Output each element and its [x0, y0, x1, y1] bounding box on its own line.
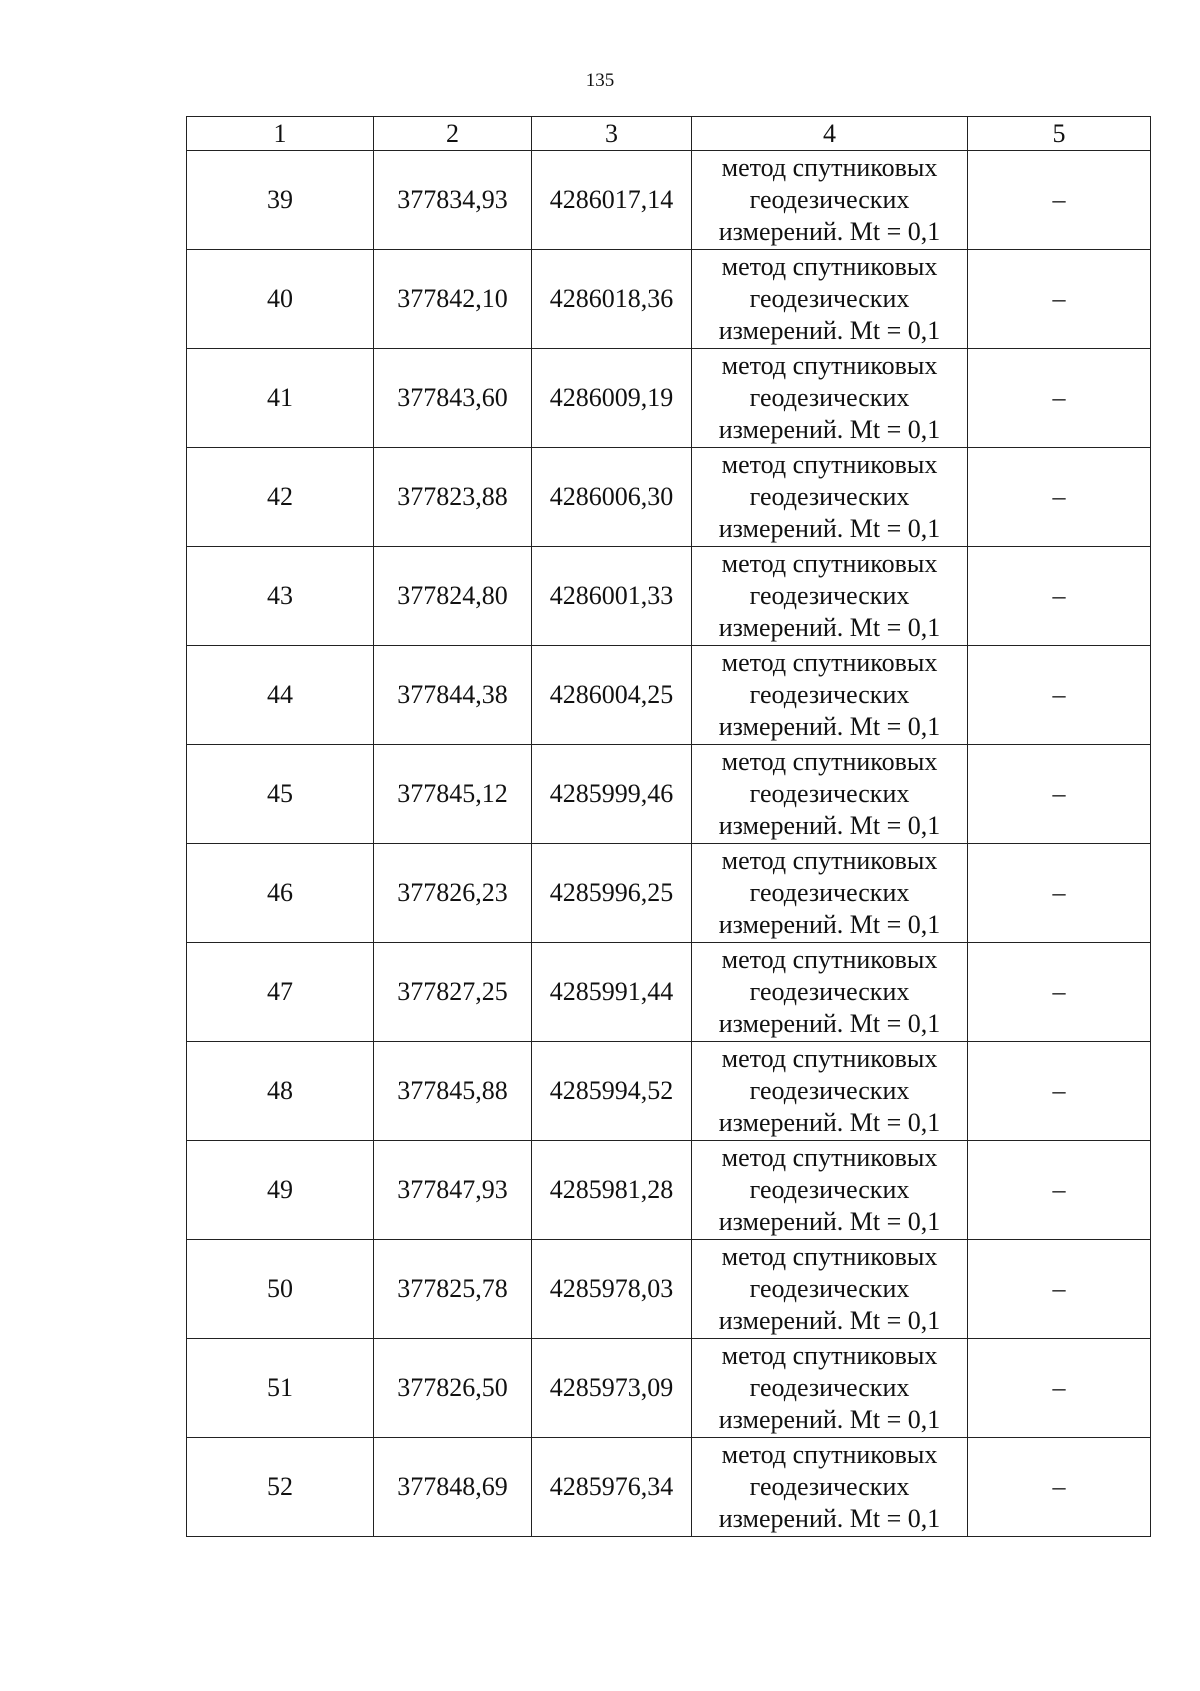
method-cell	[692, 1240, 968, 1339]
header-cell: 2	[374, 117, 532, 151]
method-cell	[692, 1438, 968, 1537]
method-cell	[692, 646, 968, 745]
method-line: измерений. Mt = 0,1	[718, 1207, 941, 1236]
method-line: измерений. Mt = 0,1	[718, 811, 941, 840]
table-row	[187, 943, 1151, 1042]
y-coordinate-cell: 4285991,44	[532, 943, 692, 1042]
method-line: измерений. Mt = 0,1	[718, 910, 941, 939]
method-line: геодезических	[749, 581, 910, 610]
note-cell: –	[968, 745, 1151, 844]
method-line: геодезических	[749, 1076, 910, 1105]
x-coordinate-cell: 377824,80	[374, 547, 532, 646]
note-cell: –	[968, 250, 1151, 349]
y-coordinate-cell: 4286009,19	[532, 349, 692, 448]
point-number-cell: 50	[187, 1240, 374, 1339]
method-line: метод спутниковых	[721, 549, 938, 578]
method-line: измерений. Mt = 0,1	[718, 217, 941, 246]
table-row	[187, 151, 1151, 250]
table-row	[187, 1240, 1151, 1339]
note-cell: –	[968, 448, 1151, 547]
point-number-cell: 46	[187, 844, 374, 943]
method-line: измерений. Mt = 0,1	[718, 1306, 941, 1335]
method-cell	[692, 151, 968, 250]
method-line: метод спутниковых	[721, 747, 938, 776]
method-cell	[692, 1339, 968, 1438]
note-cell: –	[968, 844, 1151, 943]
y-coordinate-cell: 4286006,30	[532, 448, 692, 547]
y-coordinate-cell: 4285973,09	[532, 1339, 692, 1438]
point-number-cell: 40	[187, 250, 374, 349]
table-body	[187, 117, 1151, 1537]
table-row	[187, 250, 1151, 349]
method-line: геодезических	[749, 1472, 910, 1501]
x-coordinate-cell: 377845,12	[374, 745, 532, 844]
table-row	[187, 1042, 1151, 1141]
method-line: измерений. Mt = 0,1	[718, 415, 941, 444]
method-line: метод спутниковых	[721, 1143, 938, 1172]
table-row	[187, 349, 1151, 448]
method-cell	[692, 349, 968, 448]
table-row	[187, 1438, 1151, 1537]
point-number-cell: 52	[187, 1438, 374, 1537]
point-number-cell: 45	[187, 745, 374, 844]
method-line: метод спутниковых	[721, 1341, 938, 1370]
note-cell: –	[968, 1042, 1151, 1141]
header-cell: 1	[187, 117, 374, 151]
point-number-cell: 48	[187, 1042, 374, 1141]
note-cell: –	[968, 646, 1151, 745]
x-coordinate-cell: 377848,69	[374, 1438, 532, 1537]
method-line: геодезических	[749, 1175, 910, 1204]
note-cell: –	[968, 943, 1151, 1042]
method-line: метод спутниковых	[721, 252, 938, 281]
header-cell: 3	[532, 117, 692, 151]
x-coordinate-cell: 377847,93	[374, 1141, 532, 1240]
y-coordinate-cell: 4286017,14	[532, 151, 692, 250]
method-cell	[692, 1141, 968, 1240]
method-line: геодезических	[749, 977, 910, 1006]
table-row	[187, 547, 1151, 646]
point-number-cell: 42	[187, 448, 374, 547]
method-line: метод спутниковых	[721, 153, 938, 182]
note-cell: –	[968, 1339, 1151, 1438]
method-cell	[692, 250, 968, 349]
x-coordinate-cell: 377825,78	[374, 1240, 532, 1339]
method-cell	[692, 1042, 968, 1141]
method-line: метод спутниковых	[721, 945, 938, 974]
method-line: метод спутниковых	[721, 648, 938, 677]
method-line: метод спутниковых	[721, 846, 938, 875]
method-line: измерений. Mt = 0,1	[718, 712, 941, 741]
x-coordinate-cell: 377823,88	[374, 448, 532, 547]
x-coordinate-cell: 377827,25	[374, 943, 532, 1042]
table-row	[187, 1339, 1151, 1438]
method-line: измерений. Mt = 0,1	[718, 1405, 941, 1434]
method-line: метод спутниковых	[721, 1242, 938, 1271]
method-line: измерений. Mt = 0,1	[718, 613, 941, 642]
method-line: геодезических	[749, 680, 910, 709]
y-coordinate-cell: 4285976,34	[532, 1438, 692, 1537]
x-coordinate-cell: 377843,60	[374, 349, 532, 448]
method-line: измерений. Mt = 0,1	[718, 514, 941, 543]
table-row	[187, 844, 1151, 943]
method-cell	[692, 448, 968, 547]
header-cell: 4	[692, 117, 968, 151]
method-line: измерений. Mt = 0,1	[718, 1504, 941, 1533]
method-line: геодезических	[749, 185, 910, 214]
method-line: измерений. Mt = 0,1	[718, 316, 941, 345]
table-row	[187, 448, 1151, 547]
note-cell: –	[968, 349, 1151, 448]
method-line: геодезических	[749, 878, 910, 907]
point-number-cell: 39	[187, 151, 374, 250]
x-coordinate-cell: 377844,38	[374, 646, 532, 745]
header-row	[187, 117, 1151, 151]
table-row	[187, 646, 1151, 745]
point-number-cell: 51	[187, 1339, 374, 1438]
y-coordinate-cell: 4285999,46	[532, 745, 692, 844]
y-coordinate-cell: 4285994,52	[532, 1042, 692, 1141]
method-line: геодезических	[749, 1373, 910, 1402]
method-cell	[692, 745, 968, 844]
method-line: метод спутниковых	[721, 1440, 938, 1469]
method-cell	[692, 844, 968, 943]
y-coordinate-cell: 4286004,25	[532, 646, 692, 745]
header-cell: 5	[968, 117, 1151, 151]
y-coordinate-cell: 4286018,36	[532, 250, 692, 349]
y-coordinate-cell: 4285978,03	[532, 1240, 692, 1339]
point-number-cell: 43	[187, 547, 374, 646]
method-line: измерений. Mt = 0,1	[718, 1108, 941, 1137]
coordinates-table	[186, 116, 1151, 1537]
method-cell	[692, 943, 968, 1042]
method-line: геодезических	[749, 383, 910, 412]
x-coordinate-cell: 377834,93	[374, 151, 532, 250]
note-cell: –	[968, 1438, 1151, 1537]
method-line: геодезических	[749, 1274, 910, 1303]
method-cell	[692, 547, 968, 646]
method-line: геодезических	[749, 779, 910, 808]
point-number-cell: 47	[187, 943, 374, 1042]
point-number-cell: 41	[187, 349, 374, 448]
method-line: измерений. Mt = 0,1	[718, 1009, 941, 1038]
method-line: геодезических	[749, 482, 910, 511]
x-coordinate-cell: 377845,88	[374, 1042, 532, 1141]
x-coordinate-cell: 377826,23	[374, 844, 532, 943]
table-row	[187, 745, 1151, 844]
y-coordinate-cell: 4285981,28	[532, 1141, 692, 1240]
note-cell: –	[968, 1141, 1151, 1240]
note-cell: –	[968, 1240, 1151, 1339]
point-number-cell: 44	[187, 646, 374, 745]
y-coordinate-cell: 4285996,25	[532, 844, 692, 943]
x-coordinate-cell: 377826,50	[374, 1339, 532, 1438]
point-number-cell: 49	[187, 1141, 374, 1240]
y-coordinate-cell: 4286001,33	[532, 547, 692, 646]
table-row	[187, 1141, 1151, 1240]
method-line: метод спутниковых	[721, 1044, 938, 1073]
note-cell: –	[968, 547, 1151, 646]
note-cell: –	[968, 151, 1151, 250]
method-line: метод спутниковых	[721, 351, 938, 380]
page-number: 135	[585, 70, 615, 91]
x-coordinate-cell: 377842,10	[374, 250, 532, 349]
method-line: геодезических	[749, 284, 910, 313]
method-line: метод спутниковых	[721, 450, 938, 479]
